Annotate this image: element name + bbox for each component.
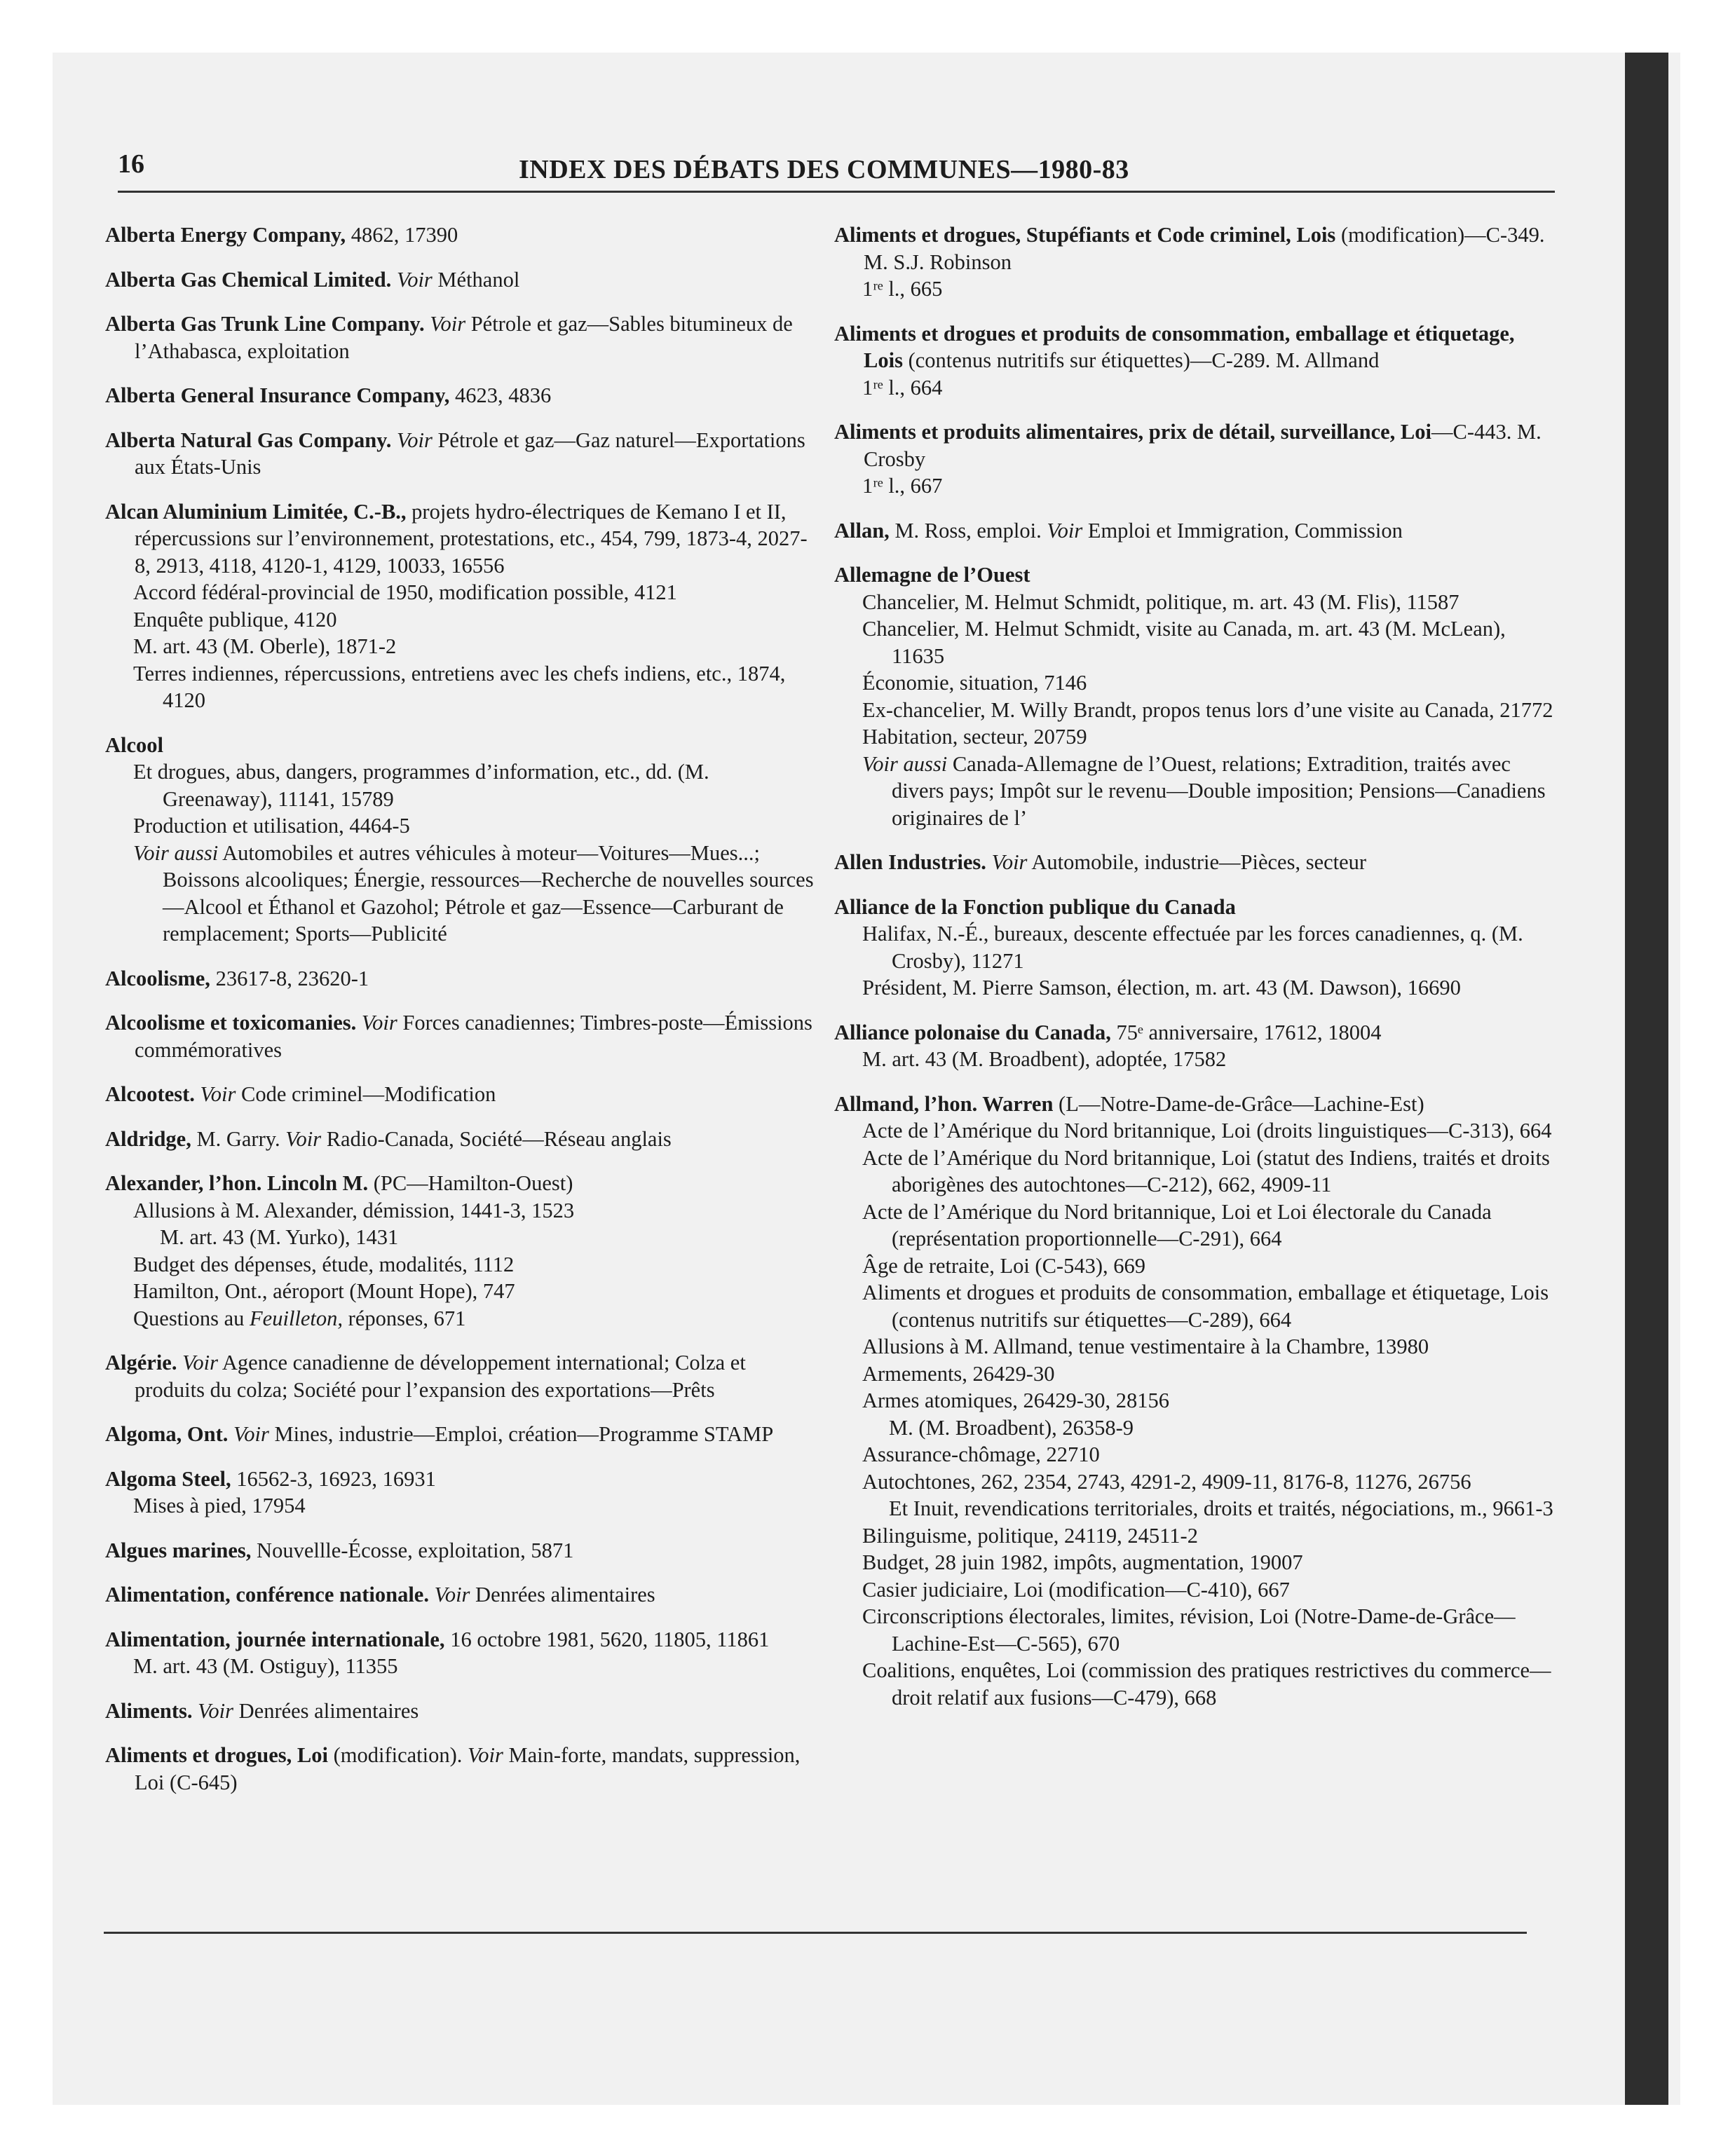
entry-text: Méthanol — [432, 267, 520, 292]
entry-text: 75ᵉ anniversaire, 17612, 18004 — [1110, 1020, 1382, 1044]
sub-entry — [105, 1224, 820, 1251]
entry-heading-line — [105, 221, 820, 249]
entry-text: —C-443. M. Crosby — [864, 420, 1542, 471]
entry-heading: Allen Industries. — [834, 850, 986, 874]
sub-entry — [834, 697, 1556, 724]
entry-heading-line — [105, 1170, 820, 1197]
entry-heading: Alcoolisme, — [105, 966, 210, 990]
entry-heading: Alberta Natural Gas Company. — [105, 428, 392, 452]
sub-entry-text: Halifax, N.-É., bureaux, descente effectuée par les forces canadiennes, q. (M. Crosby), 11271 — [862, 922, 1523, 973]
entry-heading-line — [105, 266, 820, 294]
sub-entry-text: Casier judiciaire, Loi (modification—C-410), 667 — [862, 1577, 1290, 1602]
sub-entry — [834, 920, 1556, 974]
index-entry — [834, 894, 1556, 1002]
header-rule — [118, 191, 1555, 193]
index-entry — [105, 1009, 820, 1063]
index-entry — [834, 320, 1556, 402]
entry-text: Radio-Canada, Société—Réseau anglais — [321, 1126, 672, 1151]
entry-heading: Alliance polonaise du Canada, — [834, 1020, 1111, 1044]
entry-heading: Alcan Aluminium Limitée, C.-B., — [105, 499, 407, 524]
entry-heading-line — [834, 849, 1556, 876]
entry-heading: Allmand, l’hon. Warren — [834, 1091, 1054, 1116]
entry-heading: Aliments et drogues, Stupéfiants et Code criminel, Lois — [834, 223, 1336, 247]
sub-entry-text: Terres indiennes, répercussions, entretiens avec les chefs indiens, etc., 1874, 4120 — [133, 661, 786, 712]
sub-entry — [834, 1576, 1556, 1604]
entry-heading: Alcool — [105, 732, 164, 757]
sub-entry-text: 1ʳᵉ l., 667 — [862, 474, 943, 498]
sub-entry-text: 1ʳᵉ l., 665 — [862, 277, 943, 301]
entry-text: Forces canadiennes; Timbres-poste—Émissions commémoratives — [135, 1011, 812, 1062]
index-entry — [105, 498, 820, 714]
see-reference: Voir — [391, 267, 433, 292]
entry-text: 16562-3, 16923, 16931 — [231, 1466, 436, 1491]
sub-entry — [834, 669, 1556, 697]
entry-text: Pétrole et gaz—Gaz naturel—Exportations aux États-Unis — [135, 428, 805, 479]
sub-entry — [105, 606, 820, 634]
sub-entry — [834, 1441, 1556, 1468]
sub-entry — [834, 1468, 1556, 1496]
entry-text: (modification)—C-349. M. S.J. Robinson — [864, 223, 1545, 274]
index-entry — [105, 1421, 820, 1448]
sub-entry-text: Et drogues, abus, dangers, programmes d’information, etc., dd. (M. Greenaway), 11141, 15789 — [133, 760, 709, 811]
sub-entry — [834, 374, 1556, 402]
entry-text: 23617-8, 23620-1 — [210, 966, 369, 990]
entry-heading: Alexander, l’hon. Lincoln M. — [105, 1171, 369, 1195]
entry-text: Pétrole et gaz—Sables bitumineux de l’Athabasca, exploitation — [135, 312, 793, 363]
sub-entry-text: M. art. 43 (M. Ostiguy), 11355 — [133, 1654, 398, 1678]
index-entry — [105, 1581, 820, 1609]
sub-entry-text: Aliments et drogues et produits de consommation, emballage et étiquetage, Lois (contenus nutritifs sur étiquettes—C-289), 664 — [862, 1281, 1549, 1332]
sub-entry-text: Habitation, secteur, 20759 — [862, 725, 1087, 749]
entry-heading-line — [834, 418, 1556, 472]
entry-heading: Algues marines, — [105, 1538, 252, 1562]
see-reference: Voir — [356, 1011, 397, 1035]
entry-heading-line — [105, 498, 820, 580]
sub-entry — [105, 812, 820, 840]
sub-entry — [834, 615, 1556, 669]
sub-entry — [834, 1414, 1556, 1442]
index-entry — [105, 965, 820, 992]
index-entry — [105, 1626, 820, 1680]
index-entry — [834, 221, 1556, 303]
index-entry — [105, 311, 820, 364]
sub-entry — [105, 579, 820, 606]
entry-heading-line — [834, 894, 1556, 921]
see-reference: Voir — [428, 1583, 470, 1606]
index-entry — [105, 382, 820, 409]
entry-text: projets hydro-électriques de Kemano I et II, répercussions sur l’environnement, protestations, etc., 454, 799, 1873-4, 2027-8, 2913, 4118, 4120-1, 4129, 10033, 16556 — [135, 499, 808, 578]
sub-entry — [834, 1549, 1556, 1576]
index-entry — [105, 266, 820, 294]
sub-entry — [834, 751, 1556, 832]
sub-entry-text: Bilinguisme, politique, 24119, 24511-2 — [862, 1523, 1198, 1548]
entry-text: 4862, 17390 — [346, 223, 458, 247]
entry-text: Code criminel—Modification — [236, 1082, 496, 1106]
entry-heading-line — [105, 1126, 820, 1153]
sub-entry-text: Allusions à M. Allmand, tenue vestimentaire à la Chambre, 13980 — [862, 1335, 1429, 1358]
page-number: 16 — [118, 149, 144, 179]
sub-entry — [105, 660, 820, 714]
sub-entry-text: Assurance-chômage, 22710 — [862, 1442, 1100, 1466]
index-entry — [105, 1126, 820, 1153]
entry-heading-line — [834, 320, 1556, 374]
index-entry — [105, 427, 820, 481]
entry-heading-line — [105, 382, 820, 409]
entry-heading-line — [105, 1742, 820, 1796]
sub-entry-text: Acte de l’Amérique du Nord britannique, Loi (droits linguistiques—C-313), 664 — [862, 1119, 1552, 1142]
entry-heading: Alberta General Insurance Company, — [105, 383, 450, 407]
entry-text: Agence canadienne de développement international; Colza et produits du colza; Société pour l’expansion des exportations—Prêts — [135, 1351, 746, 1402]
sub-entry-text: Acte de l’Amérique du Nord britannique, Loi (statut des Indiens, traités et droits aborigènes des autochtones—C-212), 662, 4909-11 — [862, 1145, 1550, 1196]
entry-heading: Aldridge, — [105, 1126, 191, 1151]
entry-text: (modification). — [328, 1743, 463, 1767]
entry-heading-line — [105, 1081, 820, 1108]
sub-entry-text: Coalitions, enquêtes, Loi (commission des pratiques restrictives du commerce—droit relatif aux fusions—C-479), 668 — [862, 1658, 1551, 1710]
sub-entry-text: Mises à pied, 17954 — [133, 1494, 306, 1517]
sub-entry — [834, 589, 1556, 616]
entry-heading-line — [834, 1019, 1556, 1046]
sub-entry-text: Accord fédéral-provincial de 1950, modification possible, 4121 — [133, 580, 677, 604]
italic-text: Feuilleton, — [250, 1306, 343, 1330]
entry-text: Automobile, industrie—Pièces, secteur — [1027, 850, 1367, 874]
entry-heading-line — [834, 517, 1556, 545]
sub-entry — [105, 1653, 820, 1680]
sub-entry — [105, 1305, 820, 1332]
entry-text: (contenus nutritifs sur étiquettes)—C-289. M. Allmand — [902, 348, 1380, 372]
sub-entry — [834, 1145, 1556, 1199]
entry-heading: Algérie. — [105, 1351, 177, 1374]
running-head: INDEX DES DÉBATS DES COMMUNES—1980-83 — [519, 155, 1129, 184]
entry-text: M. Ross, emploi. — [889, 518, 1042, 543]
sub-entry-text: Questions au — [133, 1306, 250, 1330]
entry-heading-line — [105, 965, 820, 992]
sub-entry — [834, 1253, 1556, 1280]
index-entry — [834, 1019, 1556, 1073]
index-entry — [105, 1698, 820, 1725]
entry-heading-line — [834, 1091, 1556, 1118]
entry-heading-line — [105, 1626, 820, 1653]
index-entry — [105, 1537, 820, 1564]
right-column — [834, 221, 1556, 1728]
entry-heading: Alberta Gas Chemical Limited. — [105, 267, 392, 292]
entry-text: 16 octobre 1981, 5620, 11805, 11861 — [444, 1627, 770, 1651]
sub-entry-text: Armes atomiques, 26429-30, 28156 — [862, 1389, 1169, 1412]
sub-entry — [834, 1199, 1556, 1253]
sub-entry-text: Canada-Allemagne de l’Ouest, relations; Extradition, traités avec divers pays; Impôt sur le revenu—Double imposition; Pensions—Canadiens originaires de l’ — [892, 751, 1546, 830]
see-reference: Voir — [391, 428, 433, 452]
sub-entry-text: Circonscriptions électorales, limites, révision, Loi (Notre-Dame-de-Grâce—Lachine-Est—C-565), 670 — [862, 1604, 1516, 1656]
sub-entry-text: Automobiles et autres véhicules à moteur—Voitures—Mues...; Boissons alcooliques; Énergie, ressources—Recherche de nouvelles sources—Alcool et Éthanol et Gazohol; Pétrole et gaz—Essence—Carburant de remplacement; Sports—Publicité — [163, 840, 814, 946]
sub-entry-text: Hamilton, Ont., aéroport (Mount Hope), 747 — [133, 1279, 515, 1303]
sub-entry-text: Budget, 28 juin 1982, impôts, augmentation, 19007 — [862, 1550, 1303, 1574]
entry-heading: Allan, — [834, 518, 890, 543]
sub-entry-text: Production et utilisation, 4464-5 — [133, 814, 410, 838]
sub-entry — [834, 723, 1556, 751]
sub-entry-text: Président, M. Pierre Samson, élection, m. art. 43 (M. Dawson), 16690 — [862, 976, 1461, 999]
see-reference: Voir — [228, 1422, 269, 1446]
sub-entry — [834, 472, 1556, 500]
sub-entry — [834, 974, 1556, 1002]
entry-text: Emploi et Immigration, Commission — [1082, 518, 1403, 543]
entry-heading: Aliments et produits alimentaires, prix de détail, surveillance, Loi — [834, 420, 1431, 444]
entry-heading-line — [105, 1421, 820, 1448]
sub-entry — [834, 1117, 1556, 1145]
entry-heading-line — [105, 1581, 820, 1609]
entry-heading: Alliance de la Fonction publique du Canada — [834, 894, 1236, 919]
entry-heading-line — [105, 1009, 820, 1063]
entry-text: Main-forte, mandats, suppression, Loi (C-645) — [135, 1743, 801, 1794]
index-entry — [834, 1091, 1556, 1712]
entry-heading: Alimentation, conférence nationale. — [105, 1583, 429, 1606]
sub-entry — [834, 1046, 1556, 1073]
sub-entry-text: Âge de retraite, Loi (C-543), 669 — [862, 1253, 1145, 1278]
sub-entry — [105, 1251, 820, 1278]
entry-text: (L—Notre-Dame-de-Grâce—Lachine-Est) — [1053, 1091, 1424, 1116]
see-reference: Voir — [280, 1126, 322, 1151]
entry-text: (PC—Hamilton-Ouest) — [368, 1171, 573, 1195]
index-entry — [105, 1742, 820, 1796]
sub-entry-text: Économie, situation, 7146 — [862, 671, 1087, 695]
entry-heading-line — [105, 1537, 820, 1564]
sub-entry — [105, 633, 820, 660]
sub-entry — [834, 1657, 1556, 1711]
entry-heading: Aliments. — [105, 1698, 193, 1723]
sub-entry — [834, 1360, 1556, 1388]
sub-entry-text: Enquête publique, 4120 — [133, 607, 337, 632]
sub-entry-text: 1ʳᵉ l., 664 — [862, 375, 943, 400]
entry-heading-line — [834, 221, 1556, 275]
index-entry — [105, 1081, 820, 1108]
entry-heading-line — [105, 732, 820, 759]
entry-heading: Alberta Energy Company, — [105, 223, 346, 247]
see-also-reference: Voir aussi — [133, 840, 219, 865]
index-entry — [834, 561, 1556, 831]
sub-entry — [834, 1495, 1556, 1522]
entry-heading: Alimentation, journée internationale, — [105, 1627, 445, 1651]
see-reference: Voir — [462, 1743, 503, 1767]
sub-entry-text: Armements, 26429-30 — [862, 1361, 1055, 1386]
sub-entry-text: Chancelier, M. Helmut Schmidt, politique, m. art. 43 (M. Flis), 11587 — [862, 589, 1460, 614]
entry-heading: Aliments et drogues et produits de consommation, emballage et étiquetage, Lois — [834, 321, 1515, 372]
sub-entry — [105, 1278, 820, 1305]
sub-entry — [834, 275, 1556, 303]
left-column — [105, 221, 820, 1813]
entry-text: Denrées alimentaires — [233, 1698, 419, 1723]
see-also-reference: Voir aussi — [862, 751, 948, 776]
entry-heading: Alcoolisme et toxicomanies. — [105, 1011, 357, 1035]
entry-heading-line — [105, 1466, 820, 1493]
see-reference: Voir — [177, 1351, 218, 1374]
see-reference: Voir — [424, 312, 466, 336]
entry-heading: Alcootest. — [105, 1082, 195, 1106]
sub-entry-text: M. art. 43 (M. Yurko), 1431 — [160, 1225, 399, 1249]
index-entry — [834, 517, 1556, 545]
entry-text: 4623, 4836 — [449, 383, 552, 407]
sub-entry — [834, 1603, 1556, 1657]
sub-entry-text: M. art. 43 (M. Broadbent), adoptée, 17582 — [862, 1047, 1227, 1071]
sub-entry — [105, 1197, 820, 1224]
sub-entry-text: M. art. 43 (M. Oberle), 1871-2 — [133, 634, 397, 658]
entry-text: Denrées alimentaires — [470, 1583, 655, 1606]
sub-entry — [105, 840, 820, 948]
entry-text: Nouvellle-Écosse, exploitation, 5871 — [251, 1538, 574, 1562]
sub-entry-text: Acte de l’Amérique du Nord britannique, Loi et Loi électorale du Canada (représentation proportionnelle—C-291), 664 — [862, 1199, 1492, 1250]
index-entry — [105, 221, 820, 249]
entry-heading-line — [834, 561, 1556, 589]
sub-entry — [834, 1387, 1556, 1414]
entry-text: Mines, industrie—Emploi, création—Programme STAMP — [268, 1422, 774, 1446]
sub-entry-text: M. (M. Broadbent), 26358-9 — [889, 1415, 1134, 1440]
sub-entry — [834, 1333, 1556, 1360]
entry-heading: Aliments et drogues, Loi — [105, 1743, 328, 1767]
entry-heading-line — [105, 1698, 820, 1725]
sub-entry — [105, 758, 820, 812]
sub-entry-text: Et Inuit, revendications territoriales, droits et traités, négociations, m., 9661-3 — [889, 1496, 1553, 1520]
entry-heading: Algoma, Ont. — [105, 1422, 229, 1446]
see-reference: Voir — [986, 850, 1028, 874]
entry-heading-line — [105, 427, 820, 481]
footer-rule — [104, 1932, 1527, 1934]
index-entry — [105, 1349, 820, 1403]
sub-entry-text: Autochtones, 262, 2354, 2743, 4291-2, 4909-11, 8176-8, 11276, 26756 — [862, 1469, 1471, 1494]
see-reference: Voir — [192, 1698, 234, 1723]
see-reference: Voir — [194, 1082, 236, 1106]
sub-entry-text: Ex-chancelier, M. Willy Brandt, propos tenus lors d’une visite au Canada, 21772 — [862, 697, 1553, 722]
see-reference: Voir — [1041, 518, 1083, 543]
sub-entry-text: Chancelier, M. Helmut Schmidt, visite au Canada, m. art. 43 (M. McLean), 11635 — [862, 617, 1506, 668]
sub-entry — [834, 1522, 1556, 1550]
sub-entry — [105, 1492, 820, 1520]
sub-entry-text: réponses, 671 — [343, 1306, 466, 1330]
index-entry — [834, 849, 1556, 876]
entry-heading: Algoma Steel, — [105, 1466, 231, 1491]
sub-entry-text: Budget des dépenses, étude, modalités, 1112 — [133, 1252, 515, 1276]
index-entry — [105, 1170, 820, 1332]
index-entry — [105, 1466, 820, 1520]
index-entry — [834, 418, 1556, 500]
scan-edge-bar — [1625, 53, 1668, 2105]
entry-heading: Allemagne de l’Ouest — [834, 563, 1030, 587]
entry-text: M. Garry. — [191, 1126, 280, 1151]
entry-heading-line — [105, 1349, 820, 1403]
index-entry — [105, 732, 820, 948]
entry-heading-line — [105, 311, 820, 364]
entry-heading: Alberta Gas Trunk Line Company. — [105, 312, 425, 336]
sub-entry — [834, 1279, 1556, 1333]
sub-entry-text: Allusions à M. Alexander, démission, 1441-3, 1523 — [133, 1198, 575, 1222]
